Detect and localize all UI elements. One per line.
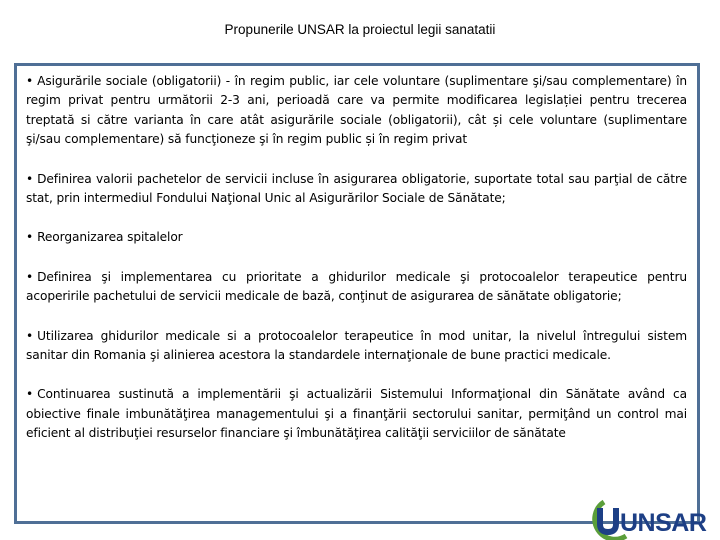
- slide-title: Propunerile UNSAR la proiectul legii sanatatii: [224, 22, 496, 37]
- proposals-box: [14, 63, 700, 524]
- bullet-text: Asigurările sociale (obligatorii) - în regim public, iar cele voluntare (suplimentare şi/sau complementare) în regim privat pentru următorii 2-3 ani, perioadă care va permite modificarea legislației pentru trecerea treptată si către varianta în care atât asigurările sociale (obligatorii), cât și cele voluntare (suplimentare şi/sau complementare) să funcţioneze şi în regim public și în regim privat: [26, 74, 687, 147]
- bullet-dot-icon: •: [26, 387, 34, 402]
- bullet-text: Continuarea sustinută a implementării şi actualizării Sistemului Informaţional din Sănătate având ca obiective finale imbunătăţirea managementului şi a finanţării sectorului sanitar, permiţând un control mai eficient al distribuţiei resurselor financiare şi îmbunătăţirea calităţii serviciilor de sănătate: [26, 387, 687, 441]
- bullet-dot-icon: •: [26, 230, 34, 245]
- logo-text: UNSAR: [620, 509, 707, 537]
- bullet-text: Definirea şi implementarea cu prioritate a ghidurilor medicale şi protocoalelor terapeutice pentru acoperirile pachetului de servicii medicale de bază, conţinut de asigurarea de sănătate obligatorie;: [26, 269, 687, 304]
- bullet-text: Definirea valorii pachetelor de servicii incluse în asigurarea obligatorie, suportate total sau parţial de către stat, prin intermediul Fondului Naţional Unic al Asigurărilor Sociale de Sănătate;: [26, 171, 687, 206]
- bullet-dot-icon: •: [26, 328, 34, 343]
- bullet-item: [26, 268, 687, 307]
- bullet-text: Utilizarea ghidurilor medicale si a protocoalelor terapeutice în mod unitar, la nivelul întregului sistem sanitar din Romania şi alinierea acestora la standardele internaţionale de bune practici medicale.: [26, 328, 687, 363]
- bullet-dot-icon: •: [26, 269, 34, 284]
- bullet-item: [26, 72, 687, 150]
- bullet-item: [26, 170, 687, 209]
- unsar-logo: [586, 496, 720, 540]
- bullet-item: [26, 327, 687, 366]
- bullet-item: [26, 385, 687, 443]
- bullet-item: [26, 228, 687, 247]
- bullet-text: Reorganizarea spitalelor: [37, 230, 183, 245]
- bullet-dot-icon: •: [26, 74, 34, 88]
- bullet-dot-icon: •: [26, 171, 34, 186]
